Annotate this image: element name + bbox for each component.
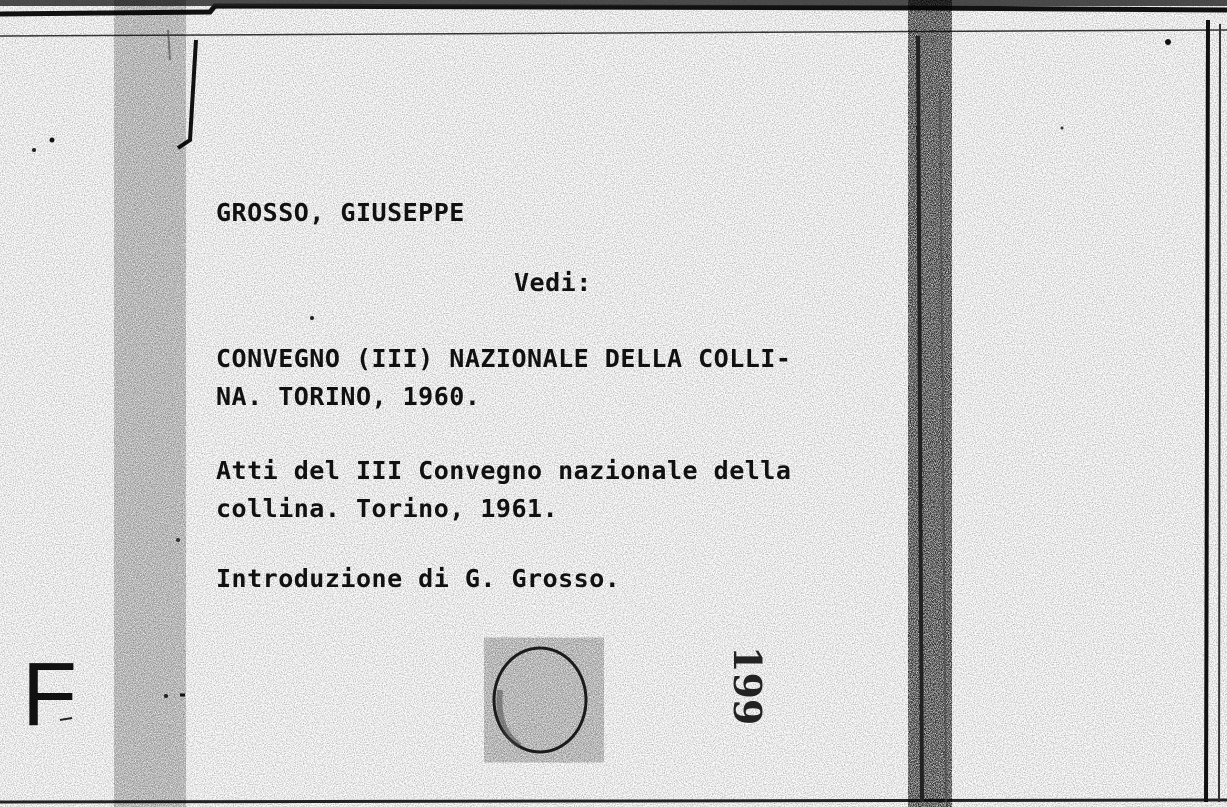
- corner-letter-mark: F: [22, 645, 77, 745]
- author-heading: GROSSO, GIUSEPPE: [216, 198, 465, 227]
- publication-line: Atti del III Convegno nazionale della collina. Torino, 1961.: [216, 456, 792, 523]
- side-number-mark: 199: [725, 646, 770, 726]
- introduction-note: Introduzione di G. Grosso.: [216, 564, 621, 593]
- see-reference-label: Vedi:: [514, 268, 592, 297]
- entry-title: CONVEGNO (III) NAZIONALE DELLA COLLI- NA. TORINO, 1960.: [216, 344, 792, 411]
